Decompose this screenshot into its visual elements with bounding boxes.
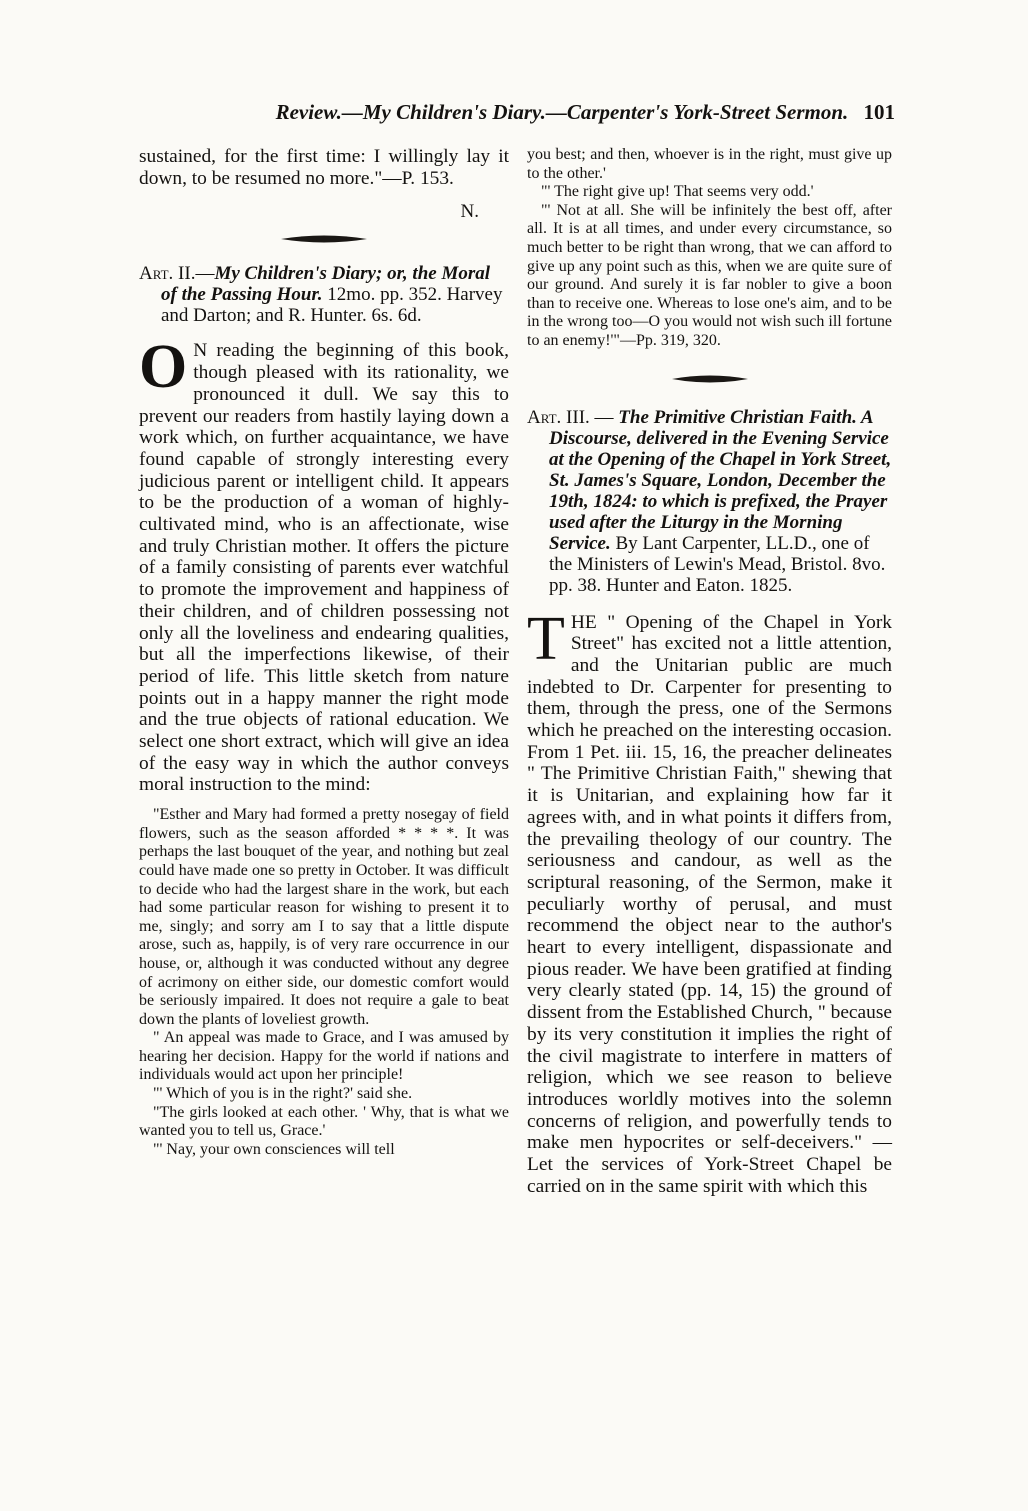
section-divider — [670, 373, 750, 385]
right-column — [527, 146, 892, 1198]
extract-paragraph-7: "' Not at all. She will be infinitely the best off, after all. It is at all times, and under every circumstance, so much better to be right than wrong, that we can afford to give up any point such as this, when we are quite sure of our ground. And surely it is far nobler to give a boon than to receive one. Whereas to lose one's aim, and to be in the wrong too—O you would not wish such ill fortune to an enemy!'"—Pp. 319, 320. — [527, 201, 892, 349]
article-3-title: The Primitive Christian Faith. A Discourse, delivered in the Evening Service at the Opening of the Chapel in York Street, St. James's Square, London, December the 19th, 1824: to which is prefixed, the Prayer used after the Liturgy in the Morning Service. — [549, 406, 892, 554]
article-2-body — [139, 333, 509, 796]
article-2-title: My Children's Diary; or, the Moral of the Passing Hour. — [161, 263, 491, 306]
running-head — [150, 100, 895, 125]
extract-continued: you best; and then, whoever is in the right, must give up to the other.' — [527, 146, 892, 182]
extract-paragraph-5: "' Nay, your own consciences will tell — [153, 1140, 395, 1158]
reviewer-signature: N. — [460, 201, 479, 223]
running-title: Review.—My Children's Diary.—Carpenter's York-Street Sermon. — [275, 100, 849, 124]
extract-paragraph-4: "The girls looked at each other. ' Why, that is what we wanted you to tell us, Grace.' — [139, 1103, 509, 1140]
page-number: 101 — [863, 100, 895, 124]
article-3-body-text: HE " Opening of the Chapel in York Street" has excited not a little attention, and the Unitarian public are much indebted to Dr. Carpenter for presenting to them, through the press, one of the Sermons which he preached on the interesting occasion. From 1 Pet. iii. 15, 16, the preacher delineates " The Primitive Christian Faith," shewing that it is Unitarian, and explaining how far it agrees with, and in what points it differs from, the prevailing theology of our country. The seriousness and candour, as well as the scriptural reasoning, of the Sermon, make it peculiarly worthy of perusal, and must recommend the object near to the author's heart to every intelligent, dispassionate and pious reader. We have been gratified at finding very clearly stated (pp. 14, 15) the ground of dissent from the Established Church, " because by its very constitution it implies the right of the civil magistrate to interfere in matters of religion, which we see reason to believe introduces worldly motives into the solemn concerns of religion, and powerfully tends to make men hypocrites or self-deceivers." — Let the services of York-Street Chapel be carried on in the same spirit with which this — [527, 611, 892, 1197]
extract-paragraph-6: "' The right give up! That seems very odd.' — [541, 183, 814, 201]
dropcap-o: O — [139, 333, 188, 402]
article-2-body-text: N reading the beginning of this book, though pleased with its rationality, we pronounced it dull. We say this to prevent our readers from hastily laying down a work which, on further acquaintance, we have found capable of strongly interesting every judicious parent or intelligent child. It appears to be the production of a woman of highly-cultivated mind, who is an affectionate, wise and truly Christian mother. It offers the picture of a family consisting of parents ever watchful to promote the improvement and happiness of their children, and of children possessing not only all the loveliness and endearing qualities, but all the imperfections likewise, of their period of life. This little sketch from nature points out in a happy manner the right mode and the true objects of rational education. We select one short extract, which will give an idea of the easy way in which the author conveys moral instruction to the mind: — [139, 340, 509, 796]
continued-text: sustained, for the first time: I willingly lay it down, to be resumed no more."—P. 153. — [139, 146, 509, 189]
left-column — [139, 146, 509, 1159]
article-2-heading — [139, 263, 509, 326]
dropcap-t: T — [527, 604, 565, 673]
article-3-details: By Lant Carpenter, LL.D., one of the Ministers of Lewin's Mead, Bristol. 8vo. pp. 38. Hunter and Eaton. 1825. — [549, 532, 886, 596]
article-2-details: 12mo. pp. 352. Harvey and Darton; and R. Hunter. 6s. 6d. — [161, 284, 503, 327]
extract-paragraph-1: "Esther and Mary had formed a pretty nosegay of field flowers, such as the season afforded * * * *. It was perhaps the last bouquet of the year, and nothing but zeal could have made one so pretty in October. It was difficult to decide who had the largest share in the work, but each had some particular reason for wishing to present it to me, singly; and sorry am I to say that a little dispute arose, such as, happily, is of very rare occurrence in our house, or, although it was conducted without any degree of acrimony on either side, our domestic comfort would be seriously impaired. It does not require a gale to beat down the plants of loveliest growth. — [139, 806, 509, 1028]
article-3-body — [527, 604, 892, 1198]
extract-paragraph-3: "' Which of you is in the right?' said she. — [153, 1085, 413, 1103]
section-divider — [279, 233, 369, 245]
article-2-label: Art. II.— — [139, 263, 215, 285]
article-3-label: Art. III. — — [527, 406, 619, 428]
extract-paragraph-2: " An appeal was made to Grace, and I was amused by hearing her decision. Happy for the world if nations and individuals would act upon her principle! — [139, 1029, 509, 1084]
article-3-heading — [527, 407, 892, 596]
